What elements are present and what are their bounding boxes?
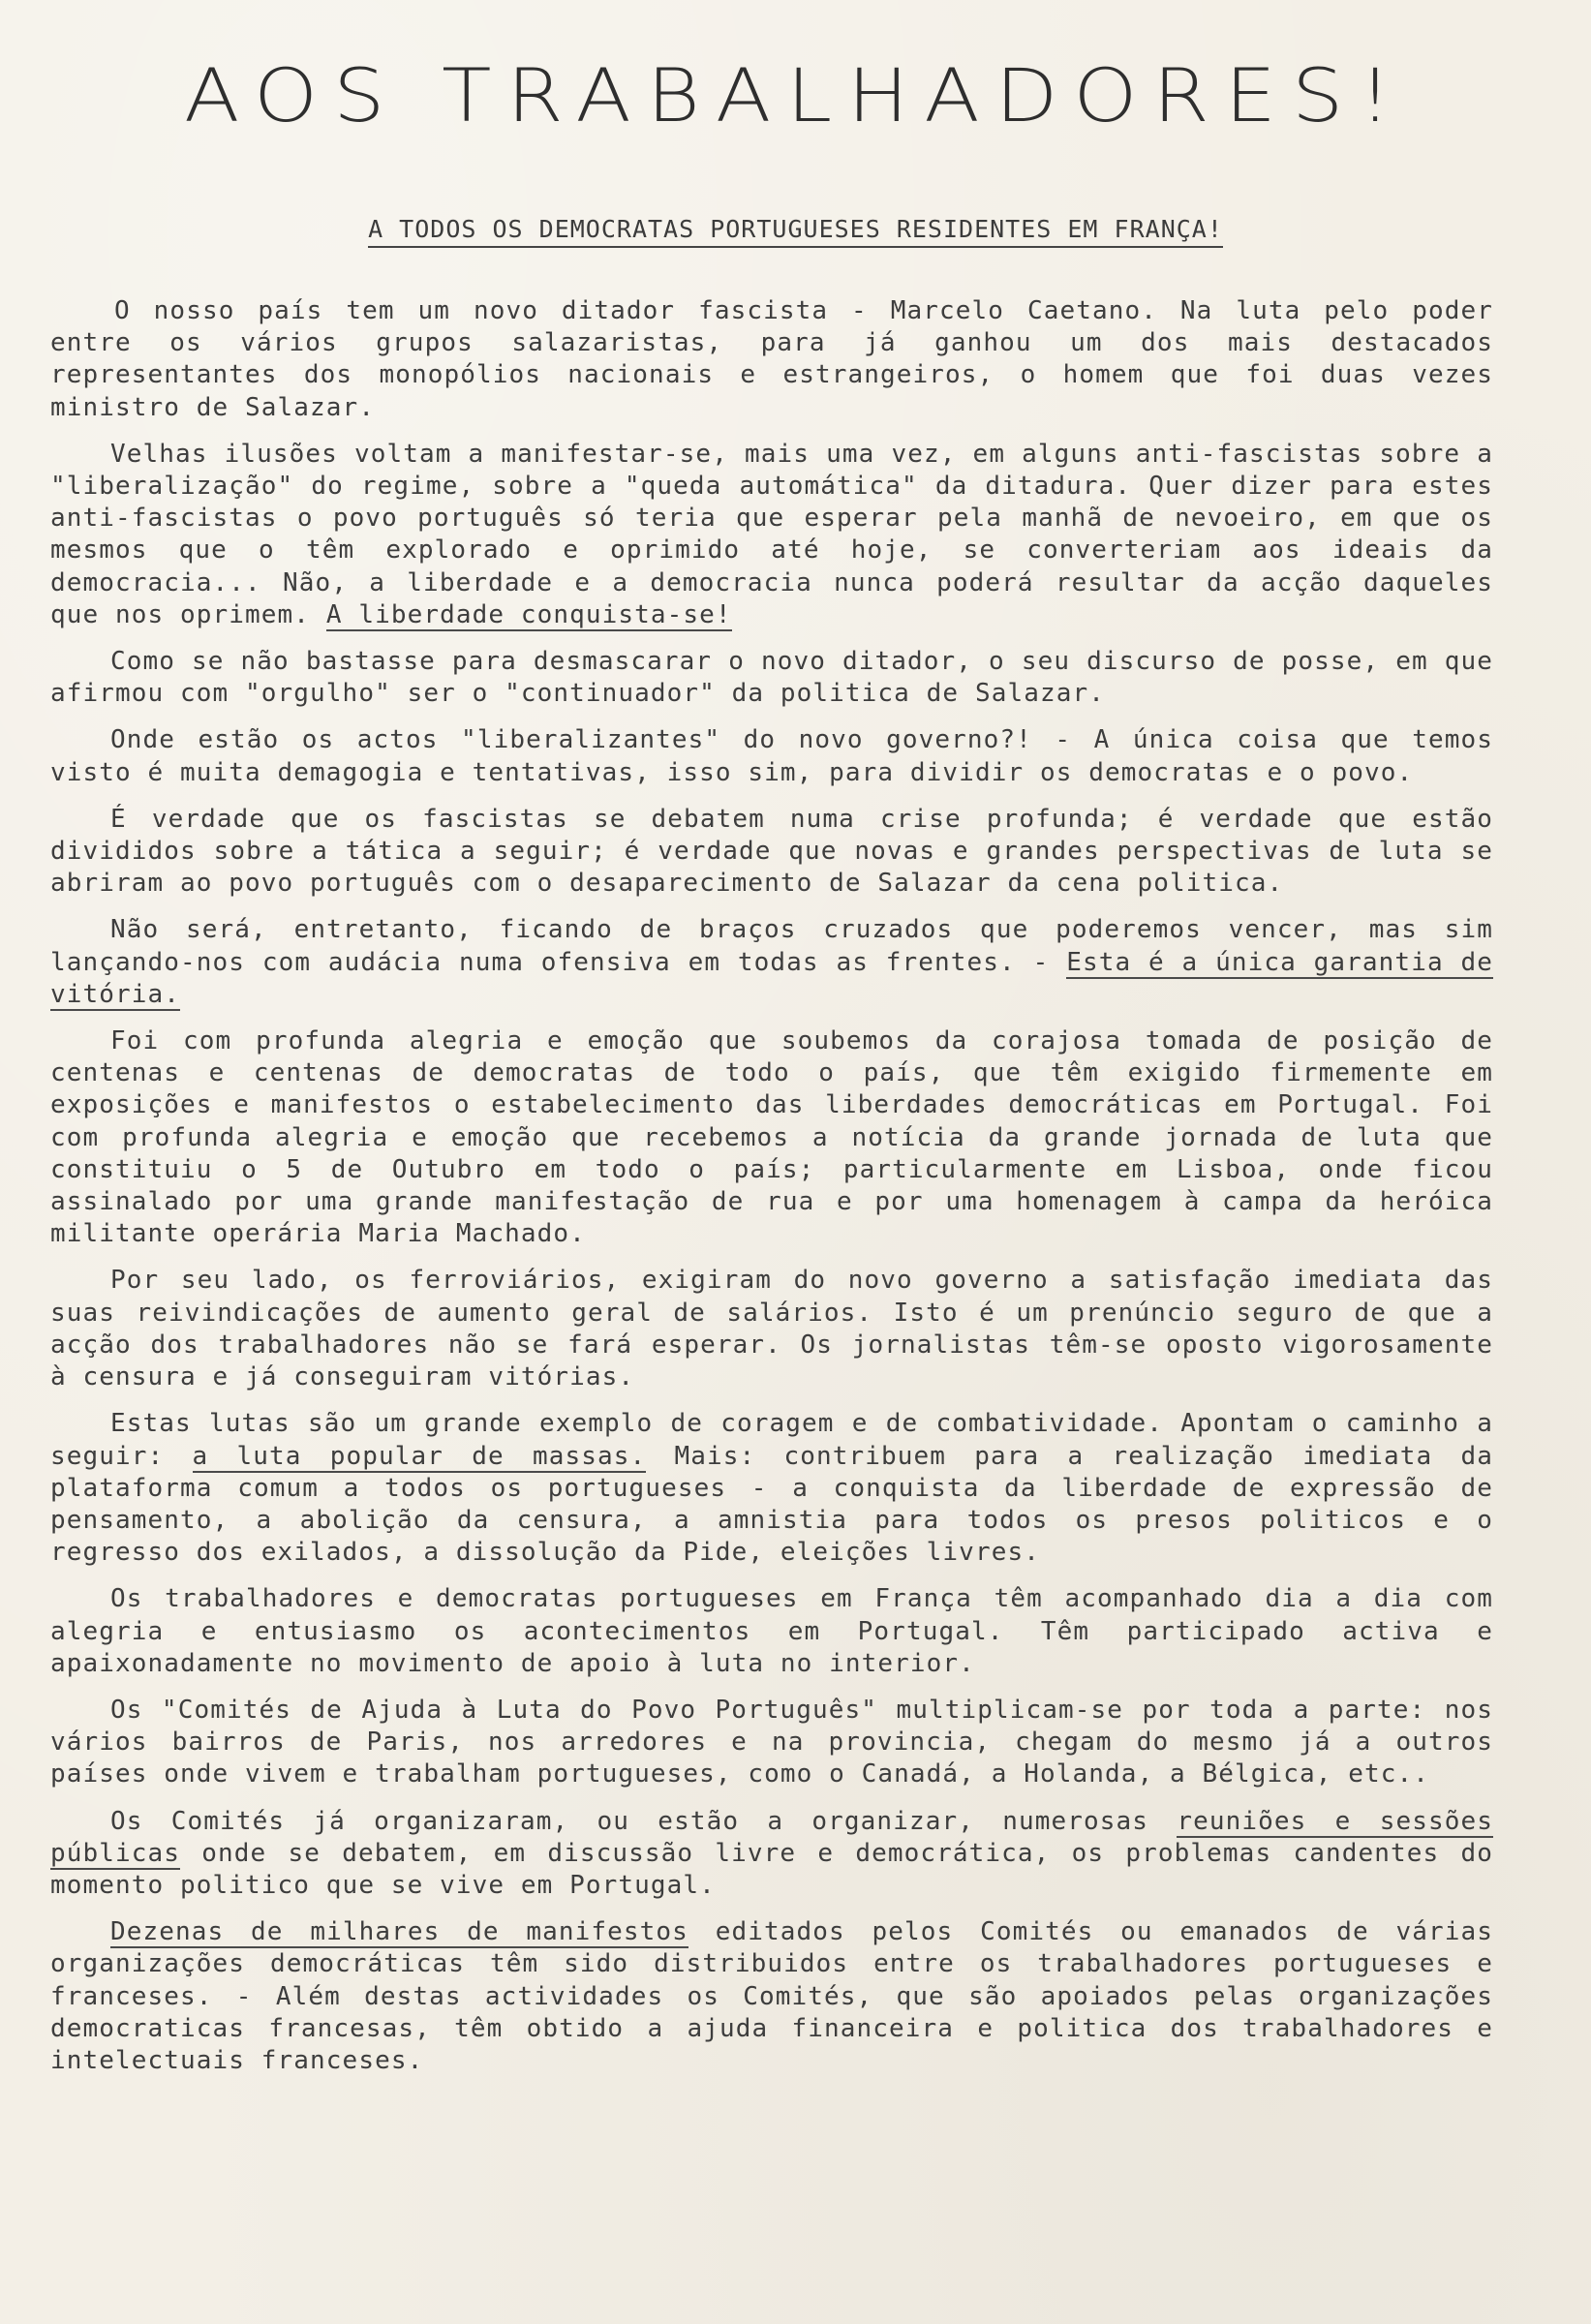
paragraph-12 xyxy=(50,1806,1493,1903)
paragraph-6 xyxy=(50,914,1493,1011)
paragraph-text: Como se não bastasse para desmascarar o novo ditador, o seu discurso de posse, em que afirmou com "orgulho" ser o "continuador" da politica de Salazar. xyxy=(50,647,1493,709)
subtitle-text: A TODOS OS DEMOCRATAS PORTUGUESES RESIDENTES EM FRANÇA! xyxy=(368,215,1223,248)
paragraph-text-after: onde se debatem, em discussão livre e democrática, os problemas candentes do momento politico que se vive em Portugal. xyxy=(50,1838,1493,1900)
paragraph-8 xyxy=(50,1265,1493,1393)
paragraph-emphasis: a luta popular de massas. xyxy=(192,1441,647,1471)
paragraph-text: Foi com profunda alegria e emoção que soubemos da corajosa tomada de posição de centenas e centenas de democratas de todo o país, que têm exigido firmemente em exposições e manifestos o estabelecimento das liberdades democráticas em Portugal. Foi com profunda alegria e emoção que recebemos a notícia da grande jornada de luta que constituiu o 5 de Outubro em todo o país; particularmente em Lisboa, onde ficou assinalado por uma grande manifestação de rua e por uma homenagem à campa da heróica militante operária Maria Machado. xyxy=(50,1026,1493,1249)
paragraph-text-before: Estas lutas são um grande exemplo de coragem e de combatividade. Apontam o caminho a seguir: xyxy=(50,1409,1493,1471)
paragraph-text: Por seu lado, os ferroviários, exigiram do novo governo a satisfação imediata das suas reivindicações de aumento geral de salários. Isto é um prenúncio seguro de que a acção dos trabalhadores não se fará esperar. Os jornalistas têm-se oposto vigorosamente à censura e já conseguiram vitórias. xyxy=(50,1266,1493,1392)
paragraph-text: Os trabalhadores e democratas portugueses em França têm acompanhado dia a dia com alegria e entusiasmo os acontecimentos em Portugal. Têm participado activa e apaixonadamente no movimento de apoio à luta no interior. xyxy=(50,1584,1493,1678)
paragraph-2 xyxy=(50,439,1493,631)
paragraph-text: Onde estão os actos "liberalizantes" do novo governo?! - A única coisa que temos visto é muita demagogia e tentativas, isso sim, para dividir os democratas e o povo. xyxy=(50,725,1493,787)
paragraph-emphasis: Esta é a única garantia de vitória. xyxy=(50,947,1494,1009)
paragraph-text: Não será, entretanto, ficando de braços cruzados que poderemos vencer, mas sim lançando-nos com audácia numa ofensiva em todas as frentes. - xyxy=(50,915,1493,977)
paragraph-4 xyxy=(50,724,1493,788)
paragraph-text-after: editados pelos Comités ou emanados de várias organizações democráticas têm sido distribuidos entre os trabalhadores portugueses e franceses. - Além destas actividades os Comités, que são apoiados pelas organizações democraticas francesas, têm obtido a ajuda financeira e politica dos trabalhadores e intelectuais franceses. xyxy=(50,1917,1493,2075)
document-title: AOS TRABALHADORES! xyxy=(184,52,1407,139)
paragraph-text: Os "Comités de Ajuda à Luta do Povo Português" multiplicam-se por toda a parte: nos vários bairros de Paris, nos arredores e na provincia, chegam do mesmo já a outros países onde vivem e trabalham portugueses, como o Canadá, a Holanda, a Bélgica, etc.. xyxy=(50,1695,1493,1789)
paragraph-emphasis: A liberdade conquista-se! xyxy=(325,599,732,629)
paragraph-9 xyxy=(50,1408,1493,1569)
paragraph-text: O nosso país tem um novo ditador fascista - Marcelo Caetano. Na luta pelo poder entre os vários grupos salazaristas, para já ganhou um dos mais destacados representantes dos monopólios nacionais e estrangeiros, o homem que foi duas vezes ministro de Salazar. xyxy=(50,296,1493,422)
paragraph-text-before: Os Comités já organizaram, ou estão a organizar, numerosas xyxy=(110,1806,1149,1836)
document-subtitle xyxy=(0,215,1591,243)
paragraph-13 xyxy=(50,1916,1493,2077)
paragraph-7 xyxy=(50,1025,1493,1250)
paragraph-text-after: Mais: contribuem para a realização imediata da plataforma comum a todos os portugueses - a conquista da liberdade de expressão de pensamento, a abolição da censura, a amnistia para todos os presos politicos e o regresso dos exilados, a dissolução da Pide, eleições livres. xyxy=(50,1441,1493,1568)
paragraph-text: É verdade que os fascistas se debatem numa crise profunda; é verdade que estão divididos sobre a tática a seguir; é verdade que novas e grandes perspectivas de luta se abriram ao povo português com o desaparecimento de Salazar da cena politica. xyxy=(50,804,1493,899)
paragraph-text: Velhas ilusões voltam a manifestar-se, mais uma vez, em alguns anti-fascistas sobre a "liberalização" do regime, sobre a "queda automática" da ditadura. Quer dizer para estes anti-fascistas o povo português só teria que esperar pela manhã de nevoeiro, em que os mesmos que o têm explorado e oprimido até hoje, se converteriam aos ideais da democracia... Não, a liberdade e a democracia nunca poderá resultar da acção daqueles que nos oprimem. xyxy=(50,439,1493,629)
document-body xyxy=(50,295,1493,2092)
paragraph-1 xyxy=(50,295,1493,424)
paragraph-10 xyxy=(50,1583,1493,1680)
paragraph-emphasis: reuniões e sessões públicas xyxy=(50,1806,1493,1868)
paragraph-5 xyxy=(50,804,1493,901)
paragraph-emphasis: Dezenas de milhares de manifestos xyxy=(110,1917,688,1947)
paragraph-11 xyxy=(50,1695,1493,1791)
paragraph-3 xyxy=(50,646,1493,710)
